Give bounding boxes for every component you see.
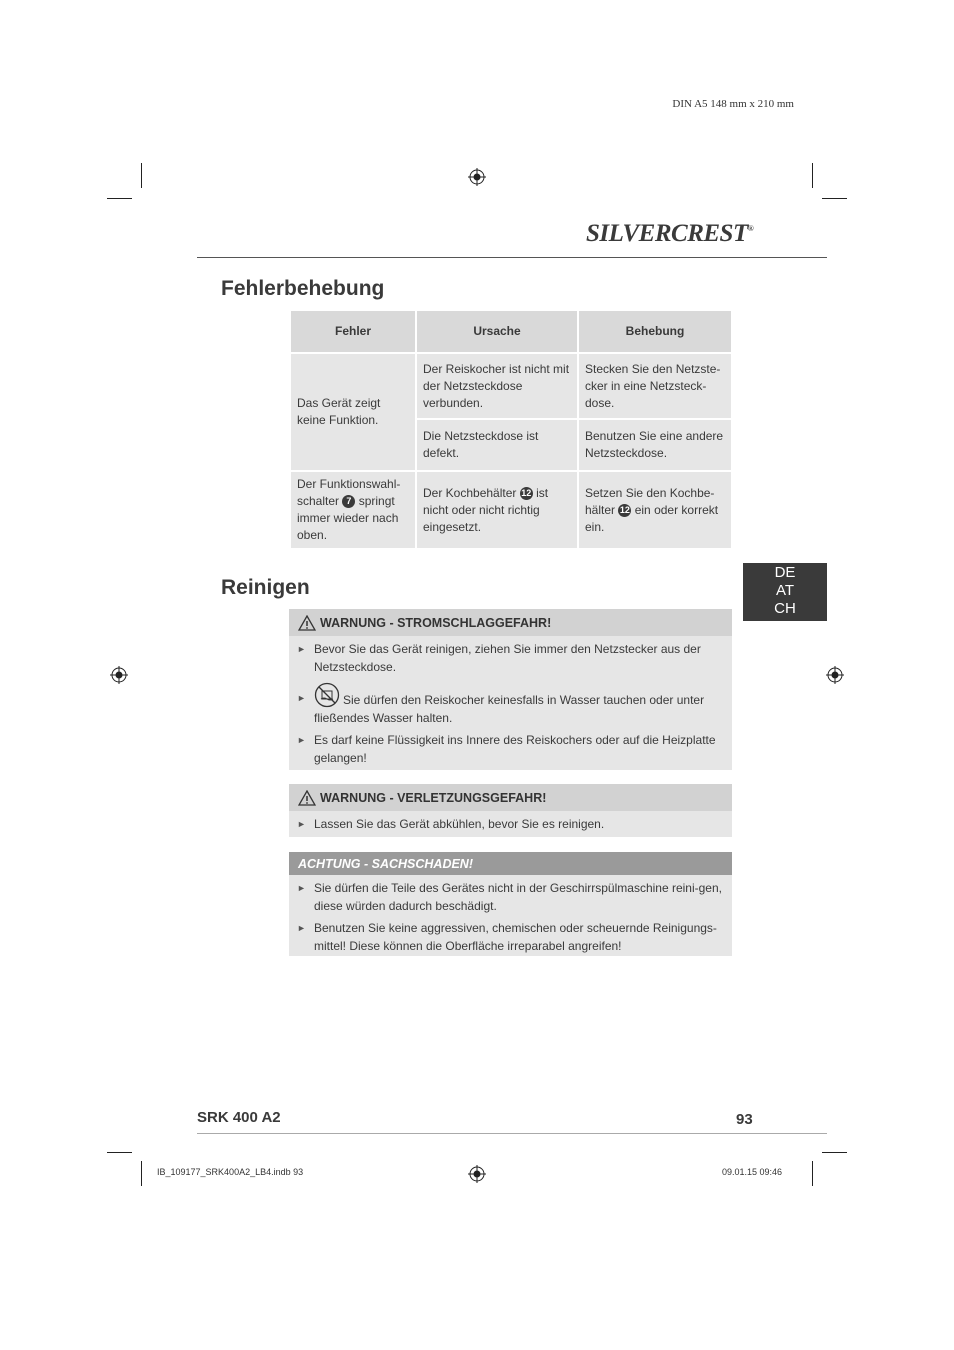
- list-item: ► Sie dürfen den Reiskocher keinesfalls in Wasser tauchen oder unter fließendes Wasser halten.: [297, 682, 722, 727]
- table-cell-ursache: Der Reiskocher ist nicht mit der Netzsteckdose verbunden.: [416, 353, 578, 419]
- page-number: 93: [736, 1111, 753, 1128]
- bullet-arrow-icon: ►: [297, 883, 306, 893]
- table-header-row: [290, 310, 732, 353]
- troubleshooting-table: [289, 309, 733, 550]
- crop-mark: [141, 163, 142, 188]
- caution-list: [289, 875, 732, 965]
- caution-header: ACHTUNG - SACHSCHADEN!: [289, 852, 732, 875]
- bullet-arrow-icon: ►: [297, 819, 306, 829]
- language-de: DE: [774, 564, 796, 581]
- crop-mark: [812, 163, 813, 188]
- header-rule: [197, 257, 827, 258]
- troubleshooting-heading: Fehlerbehebung: [221, 277, 385, 300]
- bullet-arrow-icon: ►: [297, 735, 306, 745]
- crop-mark: [141, 1161, 142, 1186]
- din-format-label: DIN A5 148 mm x 210 mm: [672, 98, 794, 110]
- crop-mark: [107, 1152, 132, 1153]
- warning-header: WARNUNG - STROMSCHLAGGEFAHR!: [289, 609, 732, 636]
- list-item: ► Es darf keine Flüssigkeit ins Innere des Reiskochers oder auf die Heizplatte gelangen!: [297, 733, 716, 765]
- warning-box-electric-shock: [289, 609, 732, 770]
- table-cell-ursache: Der Kochbehälter 12 ist nicht oder nicht richtig eingesetzt.: [416, 471, 578, 549]
- registration-mark-icon: [826, 666, 844, 684]
- bullet-arrow-icon: ►: [297, 644, 306, 654]
- table-cell-fehler: Das Gerät zeigt keine Funktion.: [290, 353, 416, 471]
- part-number-badge: 12: [521, 487, 532, 498]
- column-header-behebung: Behebung: [578, 310, 732, 353]
- warning-triangle-icon: [298, 615, 316, 631]
- table-row: [290, 353, 732, 419]
- footer-rule: [197, 1133, 827, 1134]
- crop-mark: [107, 198, 132, 199]
- table-row: [290, 471, 732, 549]
- print-slug-file: IB_109177_SRK400A2_LB4.indb 93: [157, 1167, 304, 1177]
- part-number-badge: 7: [342, 495, 355, 508]
- warning-list: [289, 811, 732, 843]
- crop-mark: [822, 1152, 847, 1153]
- caution-box-property-damage: [289, 852, 732, 956]
- crop-mark: [812, 1161, 813, 1186]
- table-cell-behebung: Stecken Sie den Netzste-cker in eine Netzsteck-dose.: [578, 353, 732, 419]
- crop-mark: [822, 198, 847, 199]
- warning-list: [289, 636, 732, 777]
- column-header-fehler: Fehler: [290, 310, 416, 353]
- part-number-badge: 12: [619, 504, 630, 515]
- list-item: ► Bevor Sie das Gerät reinigen, ziehen Sie immer den Netzstecker aus der Netzsteckdose.: [297, 642, 701, 674]
- registration-mark-icon: [468, 1165, 486, 1183]
- registration-mark-icon: [110, 666, 128, 684]
- no-immersion-icon: [314, 682, 340, 708]
- table-cell-ursache: Die Netzsteckdose ist defekt.: [416, 419, 578, 471]
- list-item: ► Benutzen Sie keine aggressiven, chemischen oder scheuernde Reinigungs-mittel! Diese können die Oberfläche irreparabel angreifen!: [297, 921, 717, 953]
- language-tab: [743, 563, 827, 621]
- language-ch: CH: [774, 600, 796, 617]
- column-header-ursache: Ursache: [416, 310, 578, 353]
- bullet-arrow-icon: ►: [297, 693, 306, 703]
- warning-box-injury: [289, 784, 732, 837]
- language-at: AT: [775, 582, 795, 599]
- table-cell-behebung: Setzen Sie den Kochbe-hälter 12 ein oder korrekt ein.: [578, 471, 732, 549]
- table-cell-behebung: Benutzen Sie eine andere Netzsteckdose.: [578, 419, 732, 471]
- warning-triangle-icon: [298, 790, 316, 806]
- model-number: SRK 400 A2: [197, 1109, 281, 1126]
- print-slug-date: 09.01.15 09:46: [722, 1167, 783, 1177]
- list-item: ► Sie dürfen die Teile des Gerätes nicht in der Geschirrspülmaschine reini-gen, diese würden dadurch beschädigt.: [297, 881, 722, 913]
- list-item: ► Lassen Sie das Gerät abkühlen, bevor Sie es reinigen.: [297, 817, 605, 831]
- bullet-arrow-icon: ►: [297, 923, 306, 933]
- silvercrest-logo: SILVERCREST®: [586, 220, 754, 247]
- table-cell-fehler: Der Funktionswahl-schalter 7 springt immer wieder nach oben.: [290, 471, 416, 549]
- cleaning-heading: Reinigen: [221, 576, 310, 599]
- warning-header: WARNUNG - VERLETZUNGSGEFAHR!: [289, 784, 732, 811]
- registration-mark-icon: [468, 168, 486, 186]
